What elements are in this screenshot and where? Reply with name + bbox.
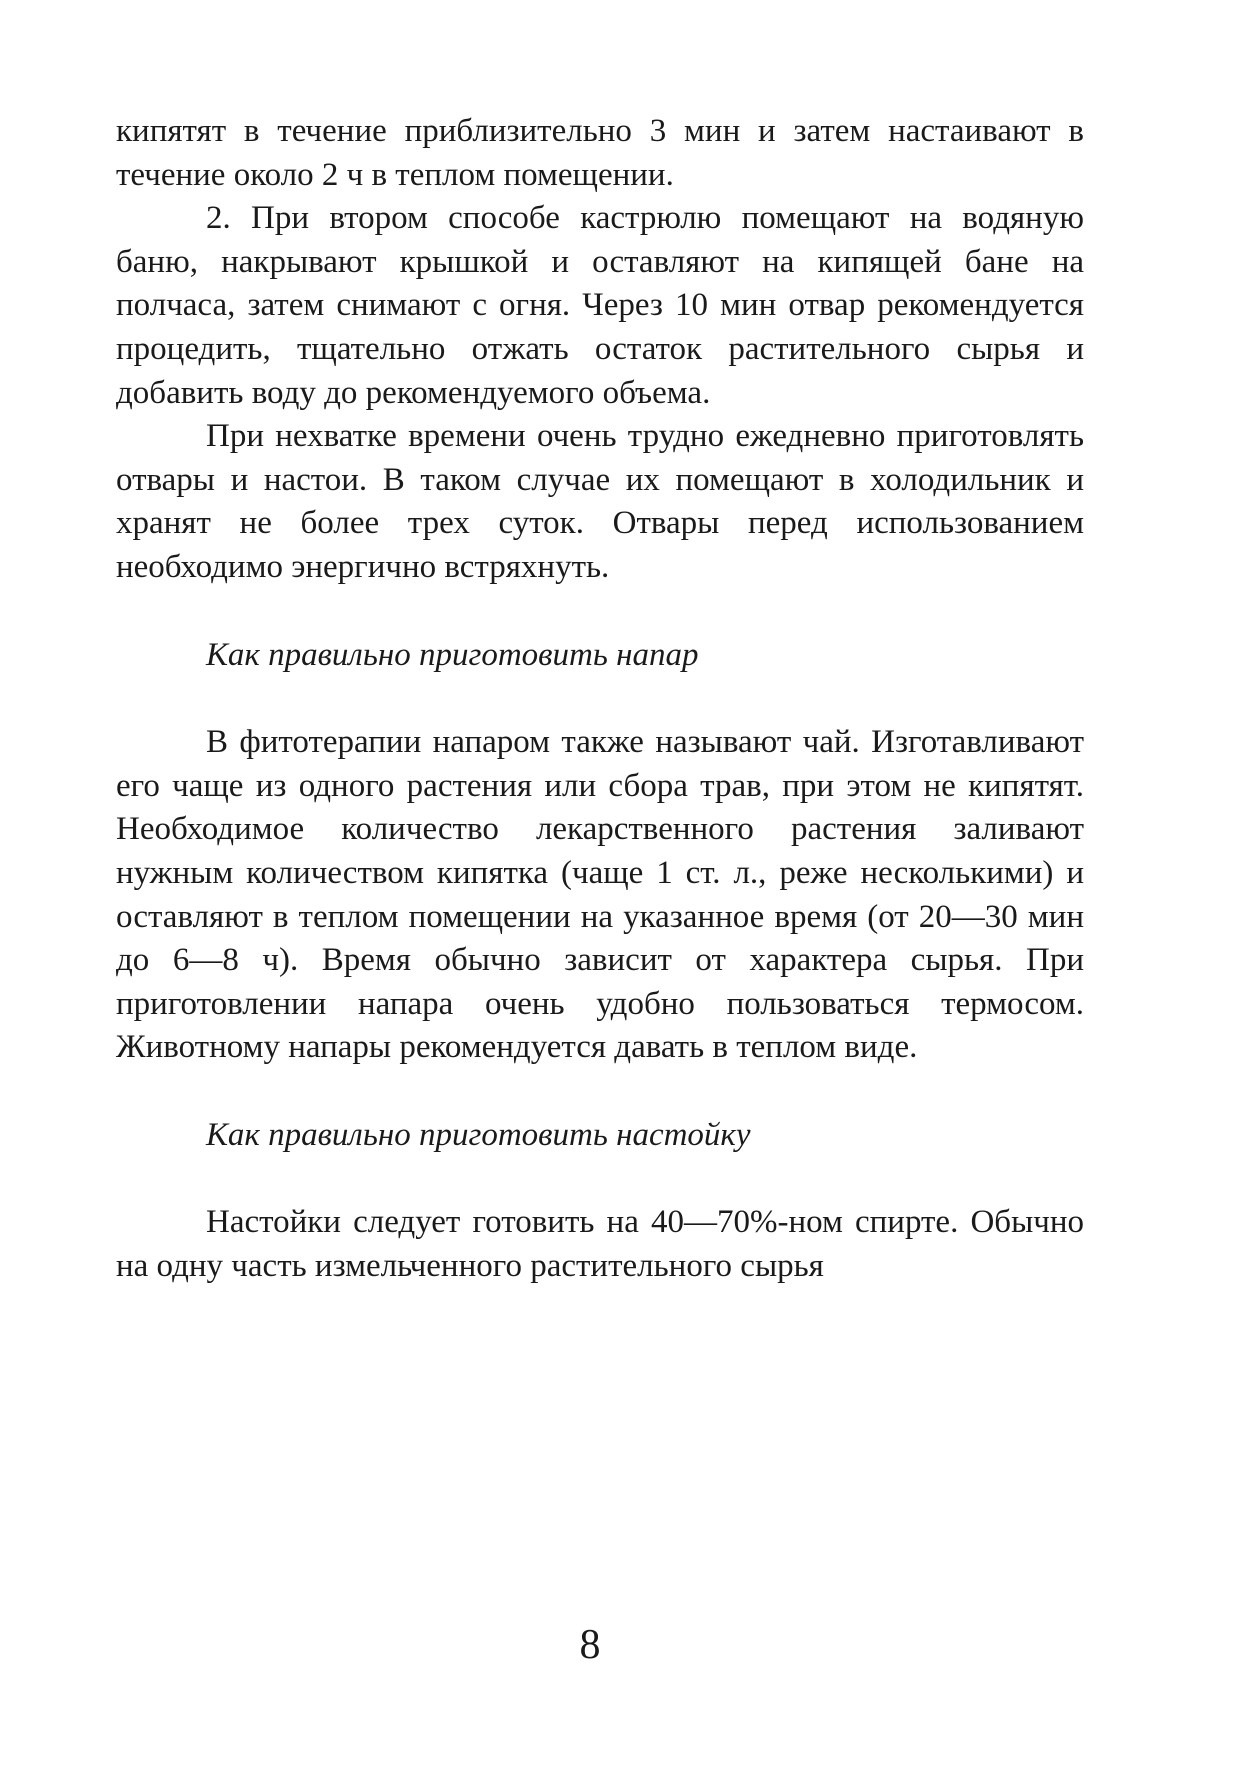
paragraph-boiling-method-2: 2. При втором способе кастрюлю помещают на водяную баню, накрывают крышкой и оставляют на кипящей бане на полчаса, затем снимают с огня. Через 10 мин отвар рекомендуется процедить, тщательно отжать остаток растительного сырья и добавить воду до рекомендуемого объема. — [116, 200, 1084, 411]
page-body — [116, 110, 1084, 1289]
heading-nastoyka: Как правильно приготовить настойку — [206, 1116, 751, 1153]
paragraph-storage: При нехватке времени очень трудно ежедневно приготовлять отвары и настои. В таком случае их помещают в холодильник и хранят не более трех суток. Отвары перед использованием необходимо энергично встряхнуть. — [116, 418, 1084, 585]
heading-napar: Как правильно приготовить напар — [206, 636, 699, 673]
paragraph-boiling-method-1: кипятят в течение приблизительно 3 мин и затем настаивают в течение около 2 ч в теплом помещении. — [116, 113, 1084, 193]
paragraph-napar: В фитотерапии напаром также называют чай. Изготавливают его чаще из одного растения или сбора трав, при этом не кипятят. Необходимое количество лекарственного растения заливают нужным количеством кипятка (чаще 1 ст. л., реже несколькими) и оставляют в теплом помещении на указанное время (от 20—30 мин до 6—8 ч). Время обычно зависит от характера сырья. При приготовлении напара очень удобно пользоваться термосом. Животному напары рекомендуется давать в теплом виде. — [116, 724, 1084, 1066]
paragraph-nastoyka: Настойки следует готовить на 40—70%-ном спирте. Обычно на одну часть измельченного растительного сырья — [116, 1204, 1084, 1285]
page-number: 8 — [579, 1622, 601, 1668]
